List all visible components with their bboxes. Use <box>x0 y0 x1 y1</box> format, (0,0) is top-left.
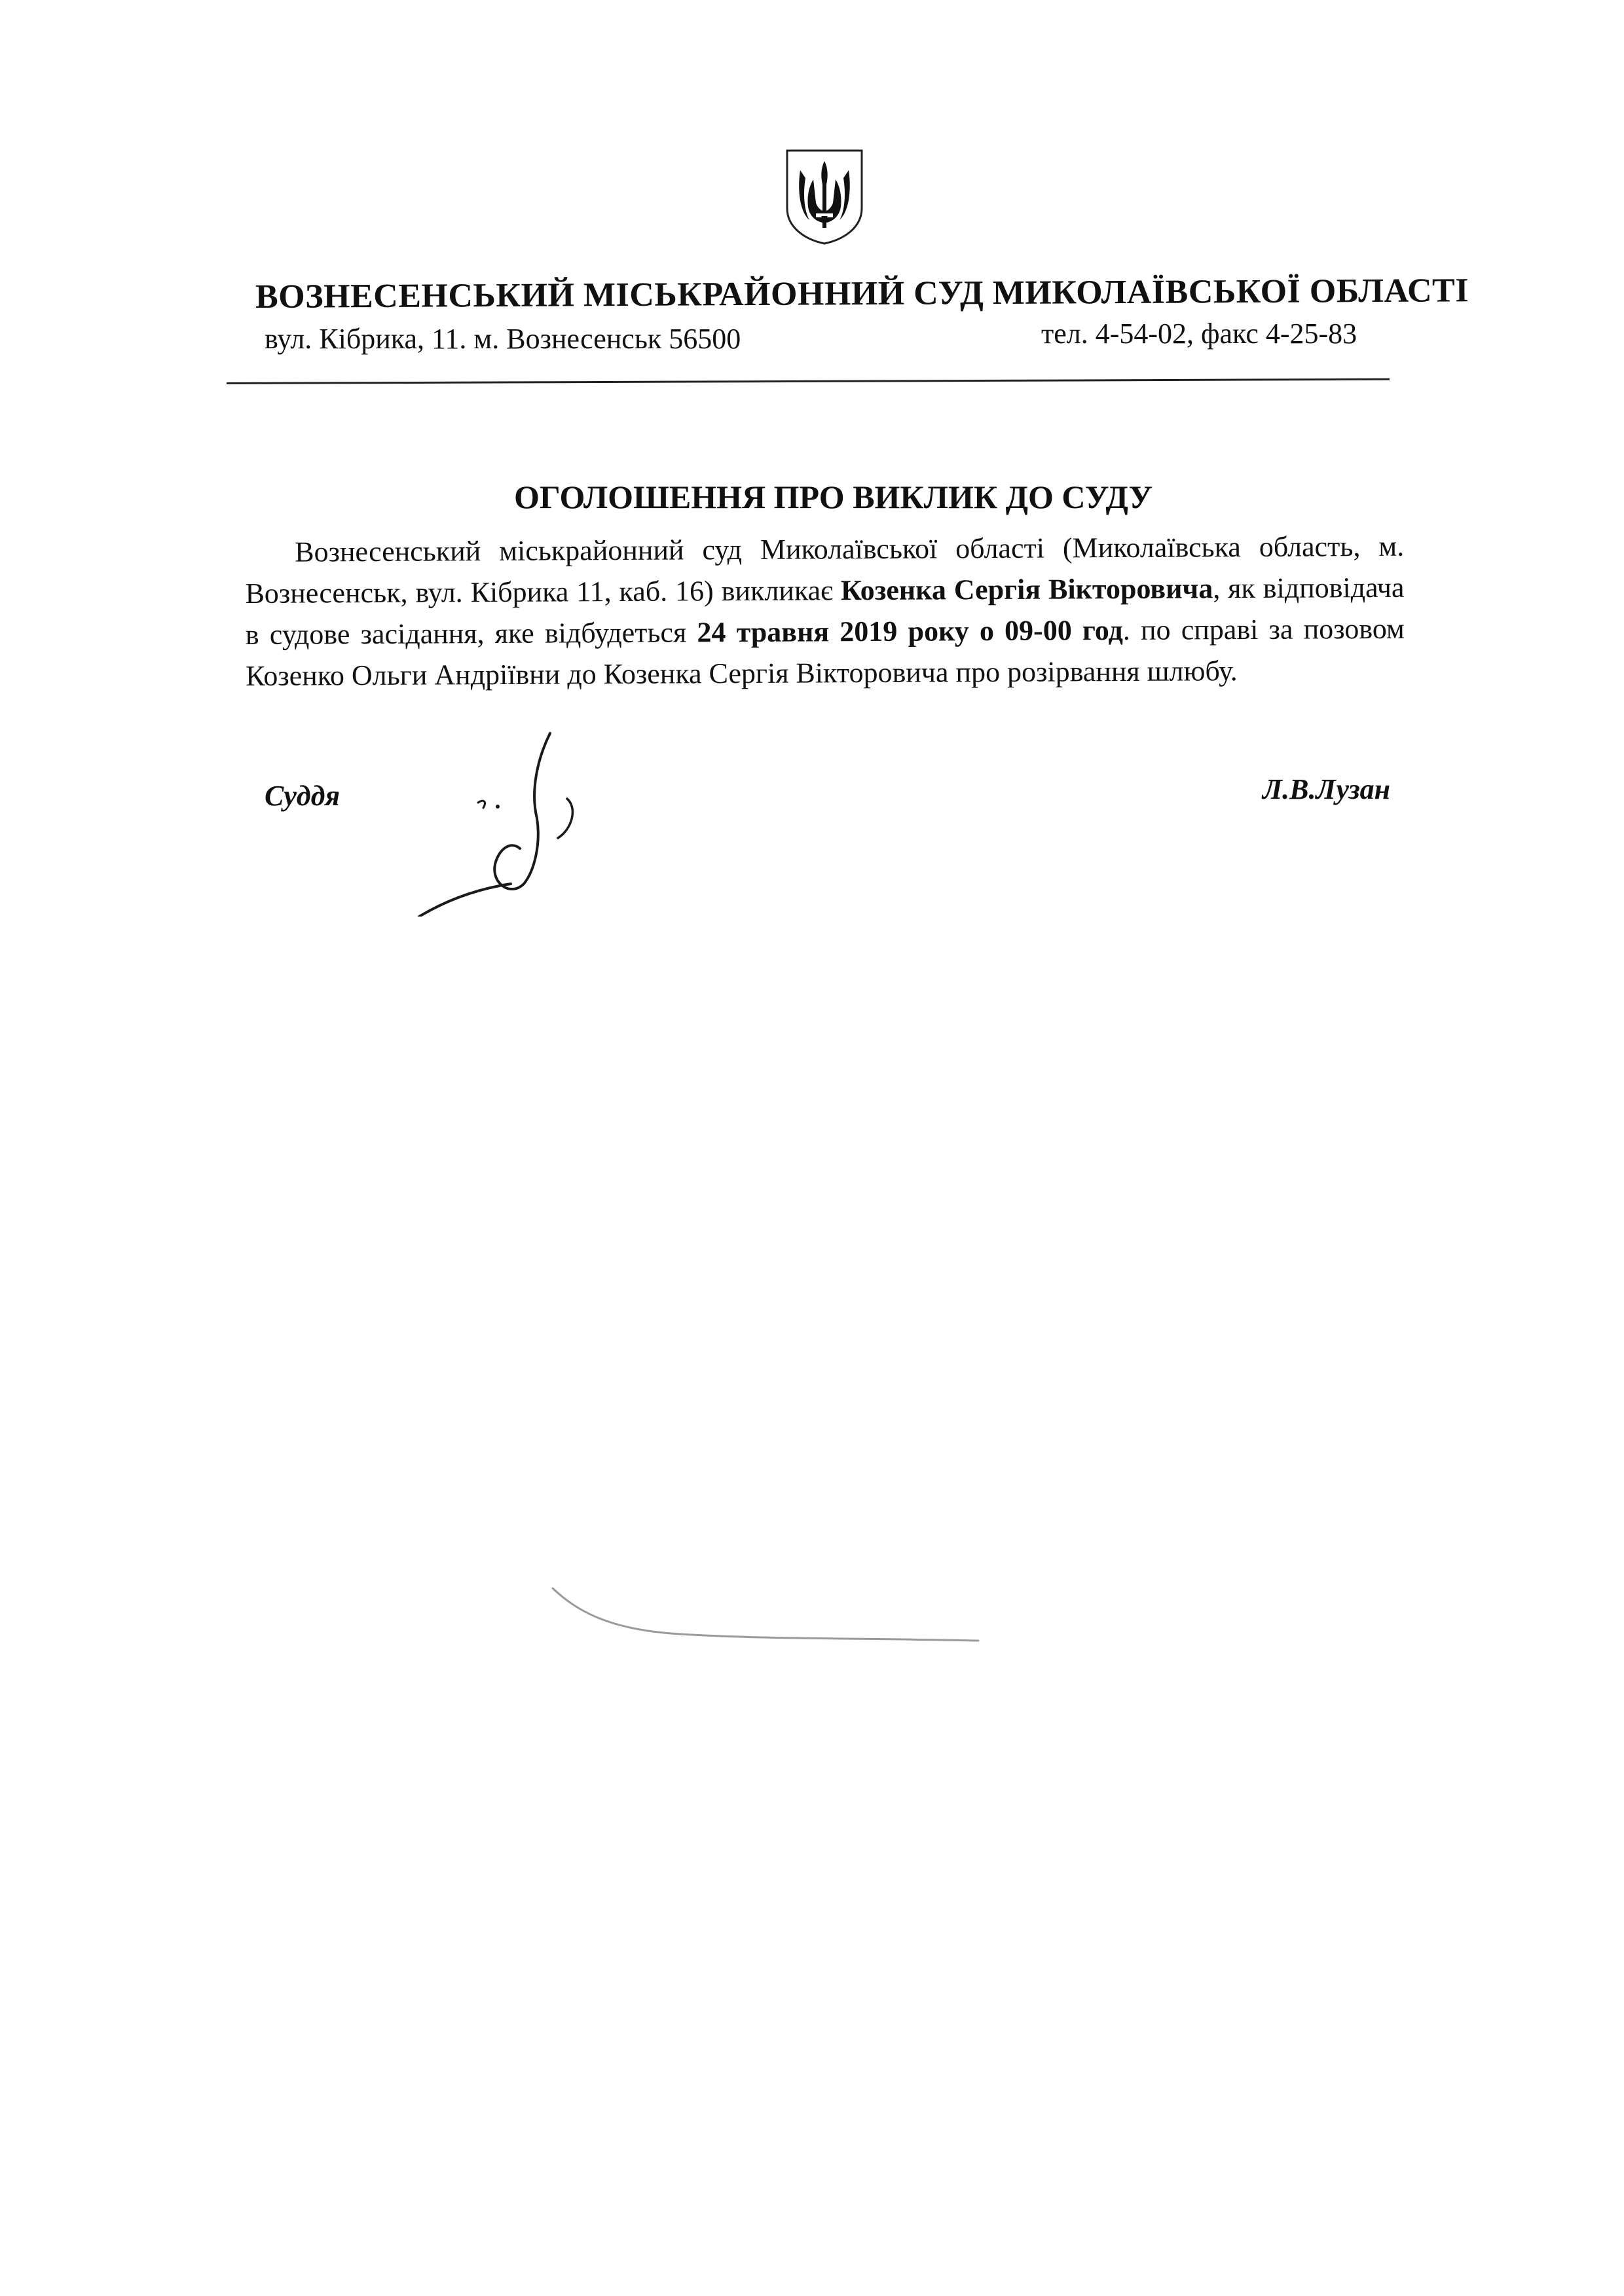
court-name-heading: ВОЗНЕСЕНСЬКИЙ МІСЬКРАЙОННИЙ СУД МИКОЛАЇВСЬКОЇ ОБЛАСТІ <box>255 272 1469 316</box>
header-divider <box>227 378 1390 384</box>
paragraph-text-2: , як відповідача в судове засідання, яке відбудеться <box>245 571 1405 651</box>
judge-role-label: Суддя <box>265 780 341 812</box>
hearing-datetime: 24 травня 2019 року о 09-00 год <box>697 613 1123 649</box>
summons-paragraph <box>245 526 1405 697</box>
handwritten-signature <box>406 720 602 917</box>
court-address: вул. Кібрика, 11. м. Вознесенськ 56500 <box>265 323 741 355</box>
defendant-name: Козенка Сергія Вікторовича <box>840 572 1213 607</box>
court-phone-fax: тел. 4-54-02, факс 4-25-83 <box>1041 318 1357 350</box>
paragraph-text-3: . по справі за позовом Козенко Ольги Андріївни до Козенка Сергія Вікторовича про розірвання шлюбу. <box>246 612 1405 692</box>
judge-name: Л.В.Лузан <box>1263 773 1391 805</box>
document-title: ОГОЛОШЕННЯ ПРО ВИКЛИК ДО СУДУ <box>514 479 1153 515</box>
paragraph-text-1: Вознесенський міськрайонний суд Миколаївської області (Миколаївська область, м. Вознесенськ, вул. Кібрика 11, каб. 16) викликає <box>245 530 1405 610</box>
coat-of-arms-icon <box>783 148 866 245</box>
scan-artifact-line <box>550 1584 982 1656</box>
